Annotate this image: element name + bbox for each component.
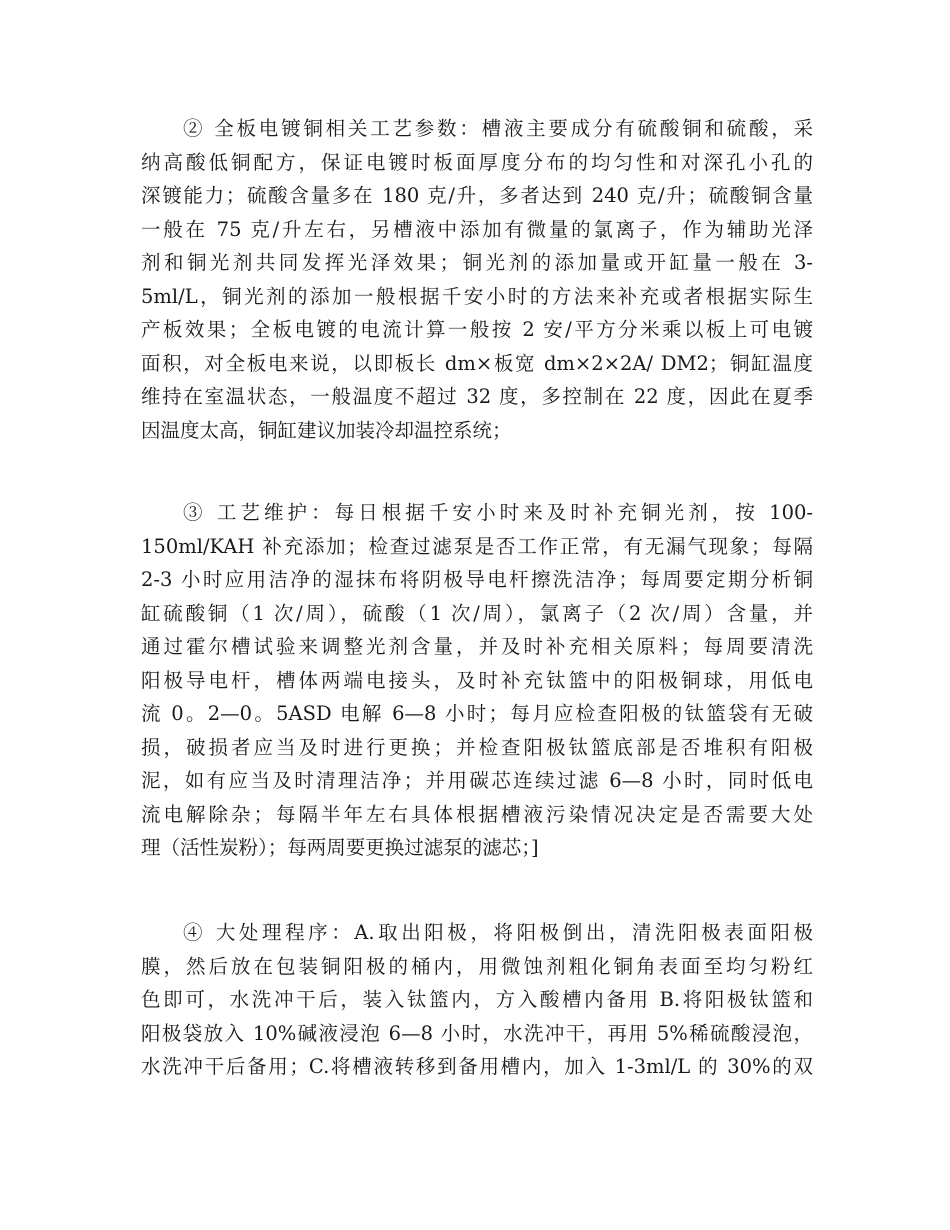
- text-line: 面积，对全板电来说，以即板长 dm×板宽 dm×2×2A/ DM2；铜缸温度: [141, 351, 813, 375]
- text-line: 产板效果；全板电镀的电流计算一般按 2 安/平方分米乘以板上可电镀: [141, 318, 813, 341]
- text-line: 5ml/L，铜光剂的添加一般根据千安小时的方法来补充或者根据实际生: [141, 284, 813, 308]
- text-line: 因温度太高，铜缸建议加装冷却温控系统；: [141, 418, 512, 442]
- text-line: 水洗冲干后备用；C.将槽液转移到备用槽内，加入 1-3ml/L 的 30%的双: [141, 1055, 813, 1078]
- paragraph-major-treatment-procedure: [141, 916, 813, 1084]
- text-line: ② 全板电镀铜相关工艺参数：槽液主要成分有硫酸铜和硫酸，采: [183, 117, 813, 140]
- text-line: 流电解除杂；每隔半年左右具体根据槽液污染情况决定是否需要大处: [141, 802, 813, 826]
- text-line: 损，破损者应当及时进行更换；并检查阳极钛篮底部是否堆积有阳极: [141, 735, 813, 759]
- text-line: 一般在 75 克/升左右，另槽液中添加有微量的氯离子，作为辅助光泽: [141, 217, 813, 241]
- paragraph-process-maintenance: [141, 496, 813, 865]
- text-line: 阳极导电杆，槽体两端电接头，及时补充钛篮中的阳极铜球，用低电: [141, 668, 813, 692]
- text-line: 阳极袋放入 10%碱液浸泡 6—8 小时，水洗冲干，再用 5%稀硫酸浸泡，: [141, 1021, 813, 1045]
- text-line: 泥，如有应当及时清理洁净；并用碳芯连续过滤 6—8 小时，同时低电: [141, 769, 813, 792]
- text-line: 深镀能力；硫酸含量多在 180 克/升，多者达到 240 克/升；硫酸铜含量: [141, 184, 813, 207]
- text-line: 剂和铜光剂共同发挥光泽效果；铜光剂的添加量或开缸量一般在 3-: [141, 251, 813, 274]
- text-line: 缸硫酸铜（1 次/周），硫酸（1 次/周），氯离子（2 次/周）含量，并: [141, 601, 813, 625]
- text-line: 2-3 小时应用洁净的湿抹布将阴极导电杆擦洗洁净；每周要定期分析铜: [141, 568, 813, 591]
- paragraph-copper-plating-parameters: [141, 112, 813, 447]
- text-line: ④ 大处理程序：A.取出阳极，将阳极倒出，清洗阳极表面阳极: [183, 921, 813, 944]
- text-line: 维持在室温状态，一般温度不超过 32 度，多控制在 22 度，因此在夏季: [141, 385, 813, 408]
- text-line: 色即可，水洗冲干后，装入钛篮内，方入酸槽内备用 B.将阳极钛篮和: [141, 988, 813, 1011]
- text-line: 纳高酸低铜配方，保证电镀时板面厚度分布的均匀性和对深孔小孔的: [141, 150, 813, 174]
- text-line: 膜，然后放在包装铜阳极的桶内，用微蚀剂粗化铜角表面至均匀粉红: [141, 954, 813, 978]
- text-line: 流 0。2—0。5ASD 电解 6—8 小时；每月应检查阳极的钛篮袋有无破: [141, 702, 813, 725]
- text-line: ③ 工艺维护：每日根据千安小时来及时补充铜光剂，按 100-: [183, 501, 813, 524]
- text-line: 通过霍尔槽试验来调整光剂含量，并及时补充相关原料；每周要清洗: [141, 635, 813, 658]
- text-line: 150ml/KAH 补充添加；检查过滤泵是否工作正常，有无漏气现象；每隔: [141, 534, 813, 558]
- text-line: 理（活性炭粉）；每两周要更换过滤泵的滤芯；]: [141, 836, 539, 859]
